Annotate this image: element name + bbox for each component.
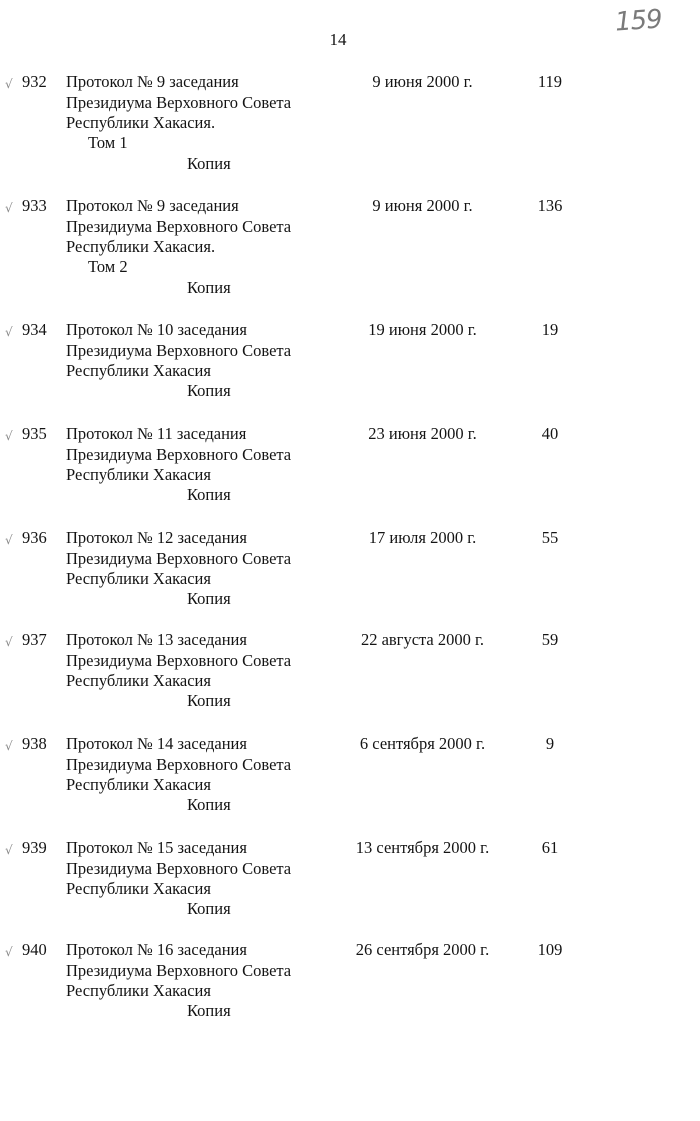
entry-title-line: Протокол № 9 заседания <box>66 72 239 91</box>
entry-date: 6 сентября 2000 г. <box>359 734 486 753</box>
entry-title-line: Протокол № 11 заседания <box>66 424 247 443</box>
check-mark-icon: √ <box>5 843 13 857</box>
entry-title-line: Протокол № 16 заседания <box>66 940 247 959</box>
entry-title-line: Протокол № 9 заседания <box>66 196 239 215</box>
entry-date: 26 сентября 2000 г. <box>355 940 490 959</box>
list-item <box>0 196 700 296</box>
entry-number: 940 <box>22 940 47 959</box>
list-item <box>0 320 700 420</box>
entry-copy-label: Копия <box>187 795 231 814</box>
list-item <box>0 940 700 1040</box>
list-item <box>0 424 700 524</box>
page-number: 14 <box>329 30 347 49</box>
entry-title-line: Президиума Верховного Совета <box>66 754 292 774</box>
sheet-number-handwritten: 159 <box>614 4 663 38</box>
check-mark-icon: √ <box>5 201 13 215</box>
entry-title-line: Республики Хакасия. <box>66 113 216 132</box>
entry-page-count: 119 <box>537 72 563 91</box>
entry-title <box>66 940 291 1002</box>
entry-title <box>66 528 291 590</box>
entry-title-line: Республики Хакасия <box>66 465 211 484</box>
entry-page-count: 40 <box>541 424 559 443</box>
entry-title-line: Президиума Верховного Совета <box>66 858 292 878</box>
entry-title-line: Республики Хакасия <box>66 879 211 898</box>
entry-number: 932 <box>22 72 47 91</box>
entry-title-line: Президиума Верховного Совета <box>66 444 292 464</box>
check-mark-icon: √ <box>5 77 13 91</box>
entry-number: 935 <box>22 424 47 443</box>
entry-page-count: 19 <box>541 320 559 339</box>
check-mark-icon: √ <box>5 533 13 547</box>
entry-number: 934 <box>22 320 47 339</box>
entry-copy-label: Копия <box>187 485 231 504</box>
entry-title-line: Республики Хакасия <box>66 569 211 588</box>
entry-copy-label: Копия <box>187 1001 231 1020</box>
entry-title-line: Республики Хакасия <box>66 981 211 1000</box>
check-mark-icon: √ <box>5 429 13 443</box>
entry-volume: Том 2 <box>88 257 128 276</box>
entry-date: 22 августа 2000 г. <box>360 630 485 649</box>
entry-title <box>66 838 291 900</box>
entry-number: 937 <box>22 630 47 649</box>
list-item <box>0 630 700 730</box>
list-item <box>0 734 700 834</box>
entry-date: 9 июня 2000 г. <box>372 196 473 215</box>
entry-title-line: Президиума Верховного Совета <box>66 216 292 236</box>
entry-date: 13 сентября 2000 г. <box>355 838 490 857</box>
entry-page-count: 109 <box>537 940 563 959</box>
entry-title-line: Протокол № 15 заседания <box>66 838 247 857</box>
entry-title-line: Протокол № 14 заседания <box>66 734 247 753</box>
entry-title-line: Республики Хакасия <box>66 361 211 380</box>
entry-number: 936 <box>22 528 47 547</box>
list-item <box>0 528 700 628</box>
entry-page-count: 61 <box>541 838 559 857</box>
entry-copy-label: Копия <box>187 691 231 710</box>
entry-date: 19 июня 2000 г. <box>368 320 477 339</box>
entry-title-line: Президиума Верховного Совета <box>66 340 292 360</box>
entry-page-count: 136 <box>537 196 563 215</box>
entry-title <box>66 734 291 796</box>
list-item <box>0 72 700 172</box>
entry-title <box>66 424 291 486</box>
entry-copy-label: Копия <box>187 589 231 608</box>
entry-title-line: Протокол № 12 заседания <box>66 528 247 547</box>
entry-title-line: Протокол № 10 заседания <box>66 320 247 339</box>
entry-title <box>66 72 291 134</box>
entry-copy-label: Копия <box>187 381 231 400</box>
entry-date: 23 июня 2000 г. <box>368 424 477 443</box>
check-mark-icon: √ <box>5 739 13 753</box>
check-mark-icon: √ <box>5 635 13 649</box>
list-item <box>0 838 700 938</box>
entry-date: 9 июня 2000 г. <box>372 72 473 91</box>
entry-title-line: Республики Хакасия. <box>66 237 216 256</box>
entry-page-count: 9 <box>545 734 555 753</box>
entry-title <box>66 196 291 258</box>
entry-number: 939 <box>22 838 47 857</box>
entry-date: 17 июля 2000 г. <box>368 528 477 547</box>
check-mark-icon: √ <box>5 945 13 959</box>
entry-page-count: 55 <box>541 528 559 547</box>
entry-number: 938 <box>22 734 47 753</box>
entry-title <box>66 320 291 382</box>
entry-volume: Том 1 <box>88 133 128 152</box>
entry-title-line: Президиума Верховного Совета <box>66 960 292 980</box>
entry-page-count: 59 <box>541 630 559 649</box>
entry-title-line: Республики Хакасия <box>66 671 211 690</box>
entry-number: 933 <box>22 196 47 215</box>
entry-title-line: Президиума Верховного Совета <box>66 650 292 670</box>
check-mark-icon: √ <box>5 325 13 339</box>
entry-title-line: Республики Хакасия <box>66 775 211 794</box>
entry-title <box>66 630 291 692</box>
entry-copy-label: Копия <box>187 154 231 173</box>
entry-title-line: Протокол № 13 заседания <box>66 630 247 649</box>
entry-title-line: Президиума Верховного Совета <box>66 92 292 112</box>
entry-title-line: Президиума Верховного Совета <box>66 548 292 568</box>
entry-copy-label: Копия <box>187 899 231 918</box>
entry-copy-label: Копия <box>187 278 231 297</box>
